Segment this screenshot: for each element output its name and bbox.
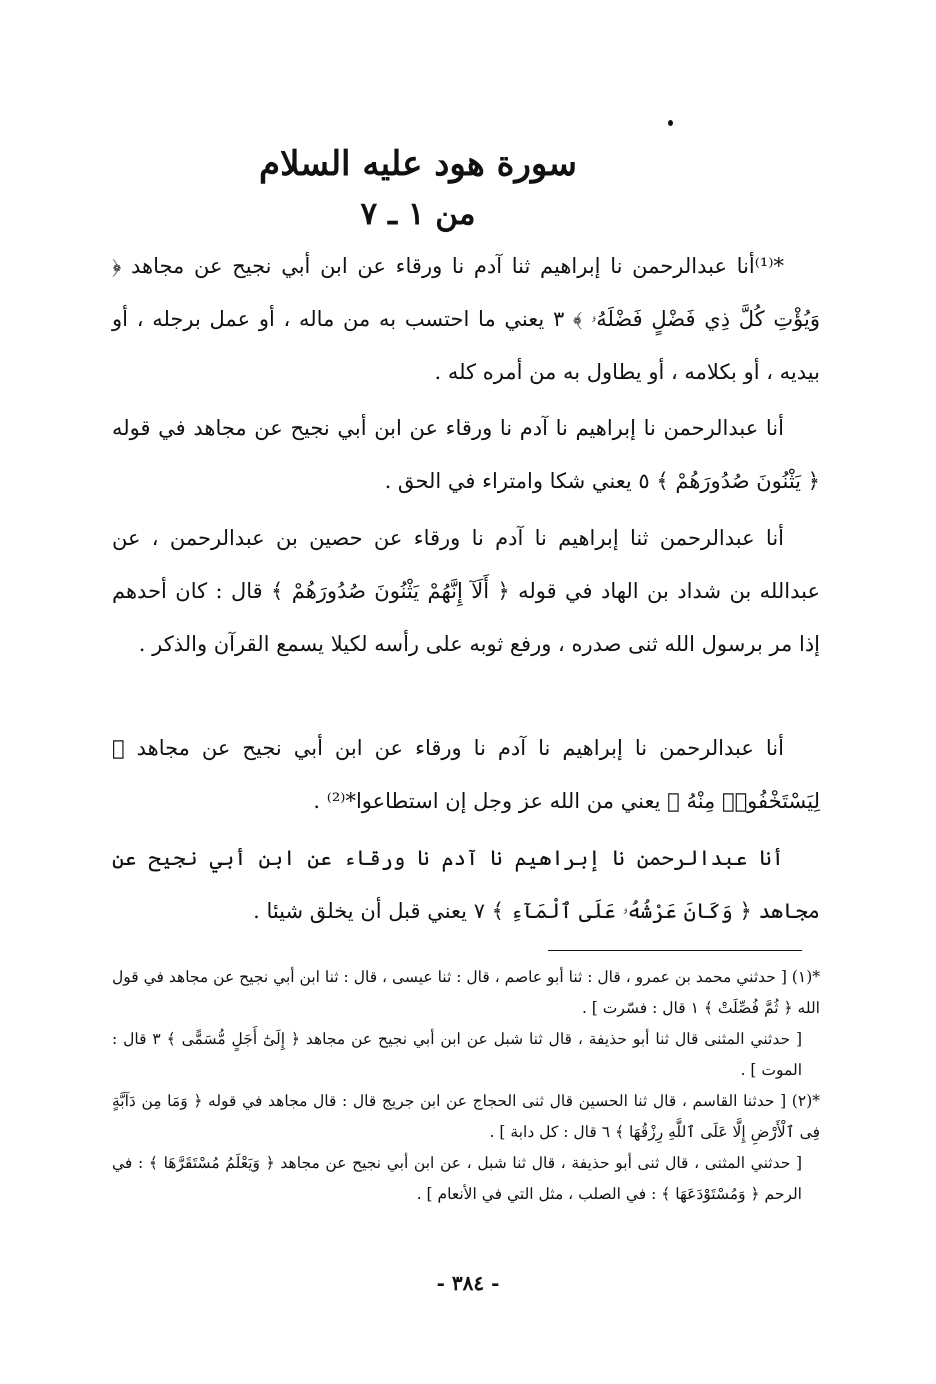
footnote-2: *(٢) [ حدثنا القاسم ، قال ثنا الحسين قال ثنى الحجاج عن ابن جريج قال : قال مجاهد في قوله ﴿ وَمَا مِن دَآبَّةٍ فِى ٱلْأَرْضِ إِلَّا عَلَى ٱللَّهِ رِزْقُهَا ﴾ ٦ قال : كل دابة ] . [112, 1092, 820, 1141]
paragraph-1: *⁽¹⁾أنا عبدالرحمن نا إبراهيم ثنا آدم نا ورقاء عن ابن أبي نجيح عن مجاهد ﴿ وَيُؤْتِ كُلَّ ذِي فَضْلٍ فَضْلَهُۥ ﴾ ٣ يعني ما احتسب به من ماله ، أو عمل برجله ، أو بيديه ، أو بكلامه ، أو يطاول به من أمره كله . [112, 254, 821, 384]
page-number: - ٣٨٤ - [436, 1271, 500, 1295]
surah-title: سورة هود عليه السلام [259, 144, 577, 184]
paragraph-4: أنا عبدالرحمن نا إبراهيم نا آدم نا ورقاء عن ابن أبي نجيح عن مجاهد ﴿ لِيَسْتَخْفُوا۟ مِنْهُ ﴾ يعني من الله عز وجل إن استطاعوا*⁽²⁾ . [112, 736, 820, 813]
footnotes [112, 962, 820, 1210]
main-text-block-3 [112, 512, 820, 671]
footnote-1-addendum: [ حدثني المثنى قال ثنا أبو حذيفة ، قال ثنا شبل عن ابن أبي نجيح عن مجاهد ﴿ إِلَىٰٓ أَجَلٍ مُّسَمًّى ﴾ ٣ قال : الموت ] . [112, 1030, 802, 1079]
verse-range: من ١ ـ ٧ [360, 196, 476, 232]
paragraph-2: أنا عبدالرحمن نا إبراهيم نا آدم نا ورقاء عن ابن أبي نجيح عن مجاهد في قوله ﴿ يَثْنُونَ صُدُورَهُمْ ﴾ ٥ يعني شكا وامتراء في الحق . [112, 416, 820, 493]
main-text-block-5 [112, 832, 820, 938]
paragraph-5: أنا عبدالرحمن نا إبراهيم نا آدم نا ورقاء عن ابن أبي نجيح عن مجاهد ﴿ وَكَانَ عَرْشُهُۥ عَلَى ٱلْمَآءِ ﴾ ٧ يعني قبل أن يخلق شيئا . [112, 846, 820, 923]
main-text-block-2 [112, 402, 820, 508]
footnote-separator [548, 950, 802, 951]
ink-dot [668, 120, 673, 126]
main-text-block-4 [112, 722, 820, 828]
paragraph-3: أنا عبدالرحمن ثنا إبراهيم نا آدم نا ورقاء عن حصين بن عبدالرحمن ، عن عبدالله بن شداد بن الهاد في قوله ﴿ أَلَآ إِنَّهُمْ يَثْنُونَ صُدُورَهُمْ ﴾ قال : كان أحدهم إذا مر برسول الله ثنى صدره ، ورفع ثوبه على رأسه لكيلا يسمع القرآن والذكر . [112, 526, 820, 656]
footnote-1: *(١) [ حدثني محمد بن عمرو ، قال : ثنا أبو عاصم ، قال : ثنا عيسى ، قال : ثنا ابن أبي نجيح عن مجاهد في قول الله ﴿ ثُمَّ فُصِّلَتْ ﴾ ١ قال : فسّرت ] . [112, 968, 820, 1017]
main-text-block-1 [112, 240, 820, 399]
footnote-2-addendum: [ حدثني المثنى ، قال ثنى أبو حذيفة ، قال ثنا شبل ، عن ابن أبي نجيح عن مجاهد ﴿ وَيَعْلَمُ مُسْتَقَرَّهَا ﴾ : في الرحم ﴿ وَمُسْتَوْدَعَهَا ﴾ : في الصلب ، مثل التي في الأنعام ] . [112, 1154, 802, 1203]
